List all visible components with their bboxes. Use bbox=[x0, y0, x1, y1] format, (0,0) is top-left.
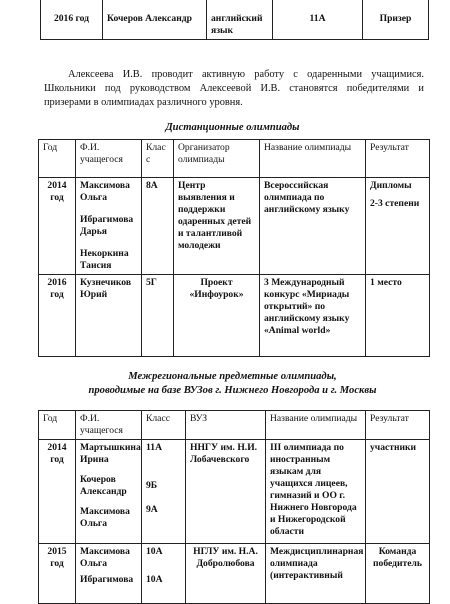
year-cell: 2016 год bbox=[41, 0, 103, 40]
result-line: 2-3 степени bbox=[370, 198, 420, 209]
header-year: Год bbox=[39, 140, 76, 178]
class-cell: 8А bbox=[142, 178, 174, 275]
header-result: Результат bbox=[366, 140, 430, 178]
names-cell bbox=[76, 544, 142, 604]
olympiad-cell: III олимпиада по иностранным языкам для учащихся лицеев, гимназий и ОО г. Нижнего Новгорода и Нижегородской области bbox=[266, 440, 366, 544]
interregional-table bbox=[38, 410, 430, 604]
student-name: Кочеров Александр bbox=[80, 474, 127, 497]
olympiad-cell: Всероссийская олимпиада по английскому языку bbox=[260, 178, 366, 275]
table-row bbox=[39, 178, 430, 275]
header-year: Год bbox=[39, 411, 76, 440]
class-value: 11А bbox=[146, 442, 162, 453]
intro-paragraph: Алексеева И.В. проводит активную работу с одаренными учащимися. Школьники под руководством Алексеевой И.В. становятся победителями и призерами в олимпиадах различного уровня. bbox=[44, 69, 424, 108]
year-cell: 2015 год bbox=[39, 544, 76, 604]
year-cell: 2014 год bbox=[39, 440, 76, 544]
class-cell: 11А bbox=[273, 0, 363, 40]
class-value: 10А bbox=[146, 574, 163, 585]
header-name: Ф.И. учащегося bbox=[76, 140, 142, 178]
student-name: Максимова Ольга bbox=[80, 546, 130, 569]
year-cell: 2014 год bbox=[39, 178, 76, 275]
header-olympiad: Название олимпиады bbox=[266, 411, 366, 440]
table-row bbox=[39, 544, 430, 604]
result-cell bbox=[366, 275, 430, 357]
table-header-row bbox=[39, 411, 430, 440]
names-cell bbox=[76, 178, 142, 275]
result-line: Дипломы bbox=[370, 180, 412, 191]
result-line: 1 место bbox=[370, 277, 402, 288]
result-cell: участники bbox=[366, 440, 430, 544]
class-value: 10А bbox=[146, 546, 163, 557]
student-name: Некоркина Таисия bbox=[80, 248, 129, 271]
names-cell bbox=[76, 275, 142, 357]
classes-cell bbox=[142, 544, 186, 604]
student-name: Максимова Ольга bbox=[80, 180, 130, 203]
section-title-distance: Дистанционные олимпиады bbox=[165, 122, 300, 133]
student-name: Максимова Ольга bbox=[80, 506, 130, 529]
header-result: Результат bbox=[366, 411, 430, 440]
title-line: проводимые на базе ВУЗов г. Нижнего Новгорода и г. Москвы bbox=[88, 385, 377, 396]
header-name: Ф.И. учащегося bbox=[76, 411, 142, 440]
class-value: 9А bbox=[146, 504, 158, 515]
organizer-cell: Центр выявления и поддержки одаренных детей и талантливой молодежи bbox=[174, 178, 260, 275]
table-row bbox=[39, 440, 430, 544]
result-cell bbox=[366, 178, 430, 275]
year-cell: 2016 год bbox=[39, 275, 76, 357]
classes-cell bbox=[142, 440, 186, 544]
header-university: ВУЗ bbox=[186, 411, 266, 440]
header-class: Класс bbox=[142, 411, 186, 440]
subject-cell: английский язык bbox=[207, 0, 273, 40]
student-name: Кузнечиков Юрий bbox=[80, 277, 131, 300]
student-name: Мартышкина Ирина bbox=[80, 442, 141, 465]
class-value: 9Б bbox=[146, 480, 158, 491]
university-cell: ННГУ им. Н.И. Лобачевского bbox=[186, 440, 266, 544]
result-cell: Команда победитель bbox=[366, 544, 430, 604]
organizer-cell: Проект «Инфоурок» bbox=[174, 275, 260, 357]
header-olympiad: Название олимпиады bbox=[260, 140, 366, 178]
olympiad-cell: 3 Международный конкурс «Мириады открытий» по английскому языку «Animal world» bbox=[260, 275, 366, 357]
table-row bbox=[39, 275, 430, 357]
university-cell: НГЛУ им. Н.А. Добролюбова bbox=[186, 544, 266, 604]
table-header-row bbox=[39, 140, 430, 178]
title-line: Межрегиональные предметные олимпиады, bbox=[128, 371, 337, 382]
student-name: Ибрагимова bbox=[80, 574, 134, 585]
top-table bbox=[40, 0, 429, 40]
name-cell: Кочеров Александр bbox=[103, 0, 207, 40]
olympiad-cell: Междисциплинарная олимпиада (интерактивный bbox=[266, 544, 366, 604]
names-cell bbox=[76, 440, 142, 544]
distance-table bbox=[38, 139, 430, 357]
result-cell: Призер bbox=[363, 0, 429, 40]
section-title-interregional bbox=[40, 370, 425, 398]
student-name: Ибрагимова Дарья bbox=[80, 214, 134, 237]
table-row bbox=[41, 0, 429, 40]
class-cell: 5Г bbox=[142, 275, 174, 357]
header-organizer: Организатор олимпиады bbox=[174, 140, 260, 178]
header-class: Клас с bbox=[142, 140, 174, 178]
